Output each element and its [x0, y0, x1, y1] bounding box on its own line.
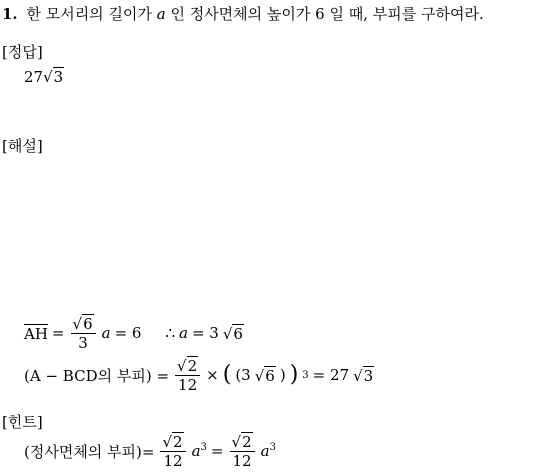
hint-var-a-2: a	[260, 442, 270, 460]
radical-icon: √	[43, 68, 53, 86]
inner-open: (3	[235, 366, 251, 384]
fraction-sqrt2-over-12: $\frac{√2}{12}$	[175, 356, 200, 394]
hint-fraction-1: $\frac{√2}{12}$	[160, 432, 185, 470]
explanation-line-1	[24, 314, 244, 352]
hint-line: (정사면체의 부피)= $\frac{√2}{12}$ $a^3$ = $\frac{√2}{12}$ $a^3$	[24, 433, 276, 470]
explanation-line-2	[24, 356, 374, 394]
answer-label: [정답]	[2, 43, 43, 61]
question-text-middle: 인 정사면체의 높이가	[170, 5, 311, 23]
big-paren-open: (	[222, 362, 232, 387]
radical-icon: √	[254, 366, 265, 385]
var-a-2: a	[179, 324, 188, 342]
explanation-label: [해설]	[2, 137, 43, 155]
inner-close: )	[279, 366, 286, 384]
eq-result: = 27	[312, 366, 350, 384]
radical-icon: √	[72, 315, 83, 333]
radical-icon: √	[353, 366, 363, 385]
hint-var-a: a	[191, 442, 201, 460]
big-paren-close: )	[289, 362, 299, 387]
question-text-before: 한 모서리의 길이가	[26, 5, 152, 23]
sqrt-3: √3	[353, 366, 374, 385]
var-a: a	[101, 324, 111, 342]
answer-sqrt	[43, 67, 64, 86]
question-number: 1.	[2, 5, 18, 23]
eq-six: = 6	[114, 324, 142, 342]
eq-three: = 3	[191, 324, 219, 342]
segment-ah: AH	[24, 324, 48, 343]
frac-den: 3	[78, 334, 88, 352]
question-height-value: 6	[315, 5, 325, 23]
frac-num-radicand: 6	[83, 315, 93, 333]
therefore-sign: ∴	[165, 324, 175, 342]
sqrt-6: √6	[254, 366, 275, 385]
fraction-sqrt6-over-3	[71, 314, 96, 352]
answer-value	[24, 67, 64, 86]
radical-icon: √	[177, 357, 187, 375]
question-var-a: a	[156, 5, 166, 23]
hint-eq: =	[210, 442, 224, 460]
times-sign: ×	[206, 366, 219, 384]
question-text-after: 일 때, 부피를 구하여라.	[329, 5, 484, 23]
radical-icon: √	[231, 433, 242, 451]
radical-icon: √	[162, 433, 173, 451]
eq-sign: =	[51, 324, 65, 342]
answer-coef: 27	[24, 68, 44, 86]
hint-prefix: (정사면체의 부피)=	[24, 442, 155, 461]
question-line	[2, 4, 484, 24]
exponent: 3	[302, 369, 309, 381]
sqrt-6: √6	[222, 324, 243, 343]
hint-fraction-2: $\frac{√2}{12}$	[230, 432, 255, 470]
radical-icon: √	[222, 324, 233, 343]
volume-prefix: (A − BCD의 부피) =	[24, 366, 170, 385]
hint-label: [힌트]	[2, 413, 43, 431]
answer-radicand: 3	[53, 68, 64, 86]
